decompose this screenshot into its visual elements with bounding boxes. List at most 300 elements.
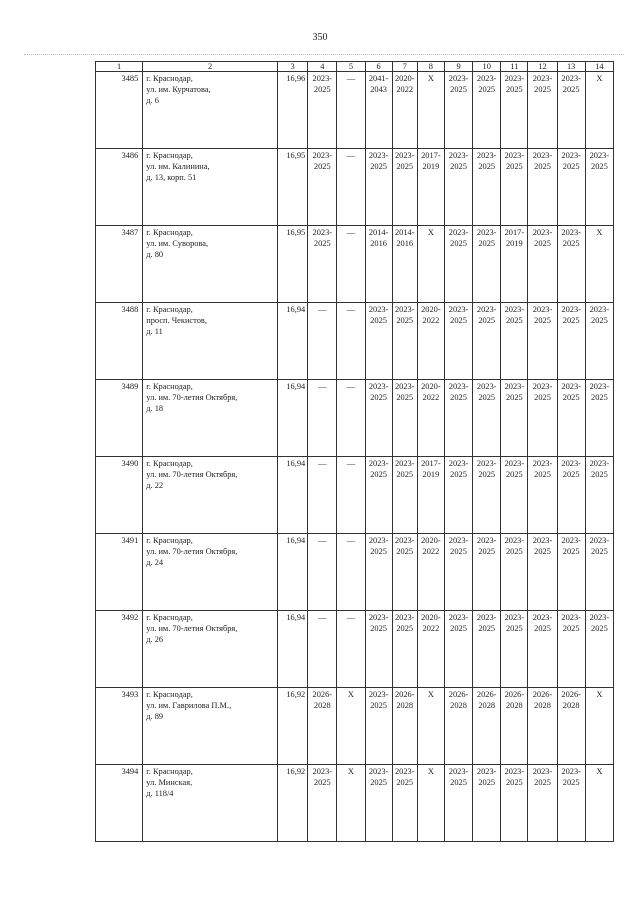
address-line: просп. Чекистов, [146,316,207,325]
period-cell [417,380,444,457]
column-number: 3 [278,62,308,72]
period-text: 2025 [505,547,523,556]
period-text: 2023- [561,767,581,776]
address-line: г. Краснодар, [146,459,193,468]
period-cell [501,765,528,842]
column-number: 13 [557,62,585,72]
table-row [96,765,614,842]
period-text: 2023- [394,767,415,776]
table-row [96,380,614,457]
period-text: 2020- [421,536,441,545]
period-text: 2023- [561,459,581,468]
period-text: 2025 [396,624,414,633]
period-cell [365,380,392,457]
period-cell [473,611,501,688]
period-cell [308,457,337,534]
period-text: 2025 [396,470,414,479]
period-text: — [346,536,356,545]
period-text: 2025 [534,393,551,402]
period-text: 2019 [422,162,440,171]
period-cell [501,226,528,303]
period-text: — [346,228,356,237]
area-cell: 16,96 [278,72,308,149]
period-text: 2023- [589,382,610,391]
period-text: 2025 [505,470,523,479]
period-cell [473,380,501,457]
address-line: г. Краснодар, [146,151,193,160]
period-text: 2023- [504,536,525,545]
table-row [96,72,614,149]
row-id: 3488 [96,303,143,380]
period-text: — [318,613,327,622]
column-number: 6 [365,62,392,72]
row-id: 3485 [96,72,143,149]
row-id: 3491 [96,534,143,611]
area-cell: 16,94 [278,457,308,534]
period-text: 2025 [591,547,608,556]
period-cell [585,149,613,226]
period-text: 2020- [421,382,441,391]
period-cell [557,457,585,534]
period-cell [557,765,585,842]
period-text: 2025 [562,85,580,94]
period-text: 2025 [478,239,496,248]
table-row [96,149,614,226]
period-cell [501,380,528,457]
period-text: 2023- [368,767,389,776]
period-text: 2023- [448,151,469,160]
row-id: 3490 [96,457,143,534]
period-cell [557,72,585,149]
period-text: 2023- [368,536,389,545]
period-text: X [347,767,354,776]
period-cell [308,226,337,303]
period-text: 2017- [421,459,441,468]
column-number: 9 [444,62,472,72]
area-cell: 16,94 [278,534,308,611]
period-text: 2023- [476,767,497,776]
period-text: 2020- [394,74,415,83]
address-line: д. 80 [146,250,164,259]
address-line: г. Краснодар, [146,690,193,699]
period-text: 2023- [532,459,553,468]
period-cell [444,226,472,303]
period-cell [557,303,585,380]
period-cell [392,72,417,149]
period-cell [444,72,472,149]
period-text: 2025 [450,393,467,402]
period-text: 2023- [368,305,389,314]
period-cell [392,149,417,226]
period-text: 2025 [562,239,580,248]
period-text: 2023- [532,536,553,545]
period-text: 2025 [505,316,523,325]
period-text: 2025 [505,162,523,171]
period-text: 2023- [312,767,333,776]
period-text: 2023- [394,305,415,314]
period-cell [501,611,528,688]
address-line: г. Краснодар, [146,613,193,622]
period-text: 2023- [561,228,581,237]
period-text: X [596,767,603,776]
address-cell [143,380,278,457]
period-cell [365,534,392,611]
period-cell [585,611,613,688]
period-text: 2025 [370,393,387,402]
period-text: 2025 [478,778,496,787]
period-text: 2025 [396,162,414,171]
period-text: 2023- [561,74,581,83]
period-cell [392,457,417,534]
period-text: 2028 [505,701,523,710]
address-cell [143,611,278,688]
period-text: 2023- [368,613,389,622]
address-line: г. Краснодар, [146,767,193,776]
period-cell [444,611,472,688]
period-text: — [318,536,327,545]
period-text: 2025 [313,162,331,171]
period-text: X [596,228,603,237]
period-text: 2022 [422,624,440,633]
period-text: 2023- [394,382,415,391]
period-cell [417,457,444,534]
address-line: д. 24 [146,558,164,567]
period-text: 2023- [312,228,333,237]
period-cell [365,72,392,149]
address-cell [143,226,278,303]
period-text: 2025 [534,316,551,325]
period-cell [337,688,365,765]
address-line: ул. им. 70-летия Октября, [146,624,238,633]
period-cell [585,765,613,842]
area-cell: 16,94 [278,380,308,457]
period-text: 2025 [562,316,580,325]
period-cell [473,149,501,226]
column-number: 11 [501,62,528,72]
period-text: 2025 [450,239,467,248]
period-cell [337,611,365,688]
period-text: — [346,459,356,468]
period-text: — [346,74,356,83]
period-text: 2028 [562,701,580,710]
period-text: 2023- [504,151,525,160]
period-cell [392,688,417,765]
period-text: 2023- [476,151,497,160]
period-text: 2023- [589,151,610,160]
column-number: 4 [308,62,337,72]
period-text: — [318,382,327,391]
column-number: 12 [528,62,557,72]
period-cell [557,534,585,611]
period-text: 2025 [313,778,331,787]
period-cell [308,72,337,149]
period-text: 2022 [422,547,440,556]
top-rule [24,54,624,55]
period-text: 2028 [534,701,551,710]
period-text: 2023- [394,151,415,160]
period-text: 2026- [504,690,525,699]
address-cell [143,72,278,149]
period-cell [365,688,392,765]
period-cell [337,534,365,611]
period-text: 2023- [589,305,610,314]
period-text: 2025 [591,316,608,325]
period-text: 2028 [396,701,414,710]
column-number: 7 [392,62,417,72]
period-text: 2014- [368,228,389,237]
period-text: 2025 [450,85,467,94]
period-text: — [346,613,356,622]
table-row [96,611,614,688]
address-line: д. 13, корп. 51 [146,173,197,182]
period-text: 2020- [421,305,441,314]
period-text: 2023- [312,151,333,160]
period-cell [308,149,337,226]
area-cell: 16,92 [278,688,308,765]
period-text: 2025 [450,624,467,633]
period-cell [365,303,392,380]
period-text: 2023- [532,613,553,622]
period-text: 2023- [504,459,525,468]
table-row [96,688,614,765]
period-text: 2019 [422,470,440,479]
period-text: 2025 [534,624,551,633]
period-text: 2025 [396,547,414,556]
period-cell [528,72,557,149]
period-text: 2023- [589,536,610,545]
period-cell [585,534,613,611]
address-cell [143,457,278,534]
period-cell [444,765,472,842]
period-cell [473,688,501,765]
period-text: 2022 [422,393,440,402]
period-cell [392,303,417,380]
period-text: 2025 [396,316,414,325]
column-number: 10 [473,62,501,72]
period-text: 2028 [478,701,496,710]
address-line: ул. им. Курчатова, [146,85,211,94]
period-cell [365,149,392,226]
period-text: 2023- [476,74,497,83]
period-text: 2041- [368,74,389,83]
period-text: 2043 [370,85,387,94]
period-text: 2023- [448,74,469,83]
period-cell [444,380,472,457]
period-cell [444,303,472,380]
period-text: 2026- [448,690,469,699]
address-line: д. 118/4 [146,789,174,798]
address-cell [143,765,278,842]
period-cell [417,303,444,380]
period-text: 2023- [368,690,389,699]
period-text: 2023- [532,74,553,83]
period-text: 2025 [591,393,608,402]
period-text: 2025 [478,470,496,479]
period-text: 2025 [478,85,496,94]
period-text: 2028 [313,701,331,710]
address-cell [143,303,278,380]
page-number: 350 [312,32,328,43]
period-cell [473,534,501,611]
period-cell [501,149,528,226]
period-text: 2025 [396,778,414,787]
period-text: 2023- [561,305,581,314]
period-text: 2023- [476,228,497,237]
period-cell [392,534,417,611]
period-cell [501,303,528,380]
period-text: 2023- [476,305,497,314]
period-text: 2025 [370,162,387,171]
period-cell [528,303,557,380]
period-text: 2023- [448,459,469,468]
period-text: 2025 [534,85,551,94]
address-line: д. 89 [146,712,164,721]
area-cell: 16,95 [278,226,308,303]
period-text: 2023- [532,382,553,391]
housing-register-table [95,61,614,842]
period-text: 2023- [476,613,497,622]
period-cell [557,611,585,688]
area-cell: 16,94 [278,611,308,688]
period-cell [585,72,613,149]
period-text: 2023- [532,151,553,160]
column-number: 2 [143,62,278,72]
period-cell [365,765,392,842]
period-text: 2023- [448,767,469,776]
period-cell [392,611,417,688]
period-text: 2023- [589,459,610,468]
period-text: — [318,459,327,468]
header-row [96,62,614,72]
period-text: 2023- [368,459,389,468]
period-text: 2023- [504,382,525,391]
period-text: X [347,690,354,699]
period-text: 2026- [394,690,415,699]
address-line: ул. им. 70-летия Октября, [146,547,238,556]
period-text: X [596,74,603,83]
period-cell [444,457,472,534]
period-text: 2023- [561,536,581,545]
period-text: 2025 [370,470,387,479]
period-text: 2025 [505,624,523,633]
period-cell [417,765,444,842]
period-cell [417,149,444,226]
area-cell: 16,94 [278,303,308,380]
address-line: д. 26 [146,635,164,644]
period-text: 2014- [394,228,415,237]
period-text: 2025 [534,239,551,248]
period-cell [473,303,501,380]
period-text: 2017- [421,151,441,160]
period-text: 2023- [448,305,469,314]
period-cell [444,534,472,611]
period-text: 2017- [504,228,525,237]
period-text: 2026- [312,690,333,699]
period-text: 2025 [505,778,523,787]
period-text: 2023- [368,151,389,160]
period-text: X [596,690,603,699]
period-text: 2022 [422,316,440,325]
period-cell [585,688,613,765]
period-cell [528,534,557,611]
period-cell [337,380,365,457]
period-cell [365,611,392,688]
period-cell [585,303,613,380]
period-cell [528,765,557,842]
period-text: 2023- [394,459,415,468]
period-cell [473,765,501,842]
address-line: г. Краснодар, [146,74,193,83]
period-text: 2023- [476,536,497,545]
period-text: 2025 [562,393,580,402]
period-text: 2023- [532,228,553,237]
period-text: 2025 [562,470,580,479]
period-text: 2023- [448,613,469,622]
period-text: 2023- [532,305,553,314]
period-text: 2023- [448,382,469,391]
period-text: 2025 [450,778,467,787]
period-cell [337,303,365,380]
period-cell [444,149,472,226]
period-cell [417,226,444,303]
period-text: 2025 [313,85,331,94]
period-text: 2023- [394,613,415,622]
period-text: 2025 [562,778,580,787]
period-cell [308,380,337,457]
row-id: 3494 [96,765,143,842]
period-text: 2025 [505,85,523,94]
period-text: 2025 [591,470,608,479]
period-cell [501,72,528,149]
period-cell [473,457,501,534]
table-row [96,226,614,303]
row-id: 3487 [96,226,143,303]
period-text: 2025 [478,316,496,325]
address-cell [143,534,278,611]
column-number: 8 [417,62,444,72]
period-text: 2016 [370,239,387,248]
period-text: 2025 [534,547,551,556]
period-cell [417,688,444,765]
period-cell [308,611,337,688]
address-line: д. 18 [146,404,164,413]
period-cell [444,688,472,765]
period-cell [585,380,613,457]
period-text: 2023- [448,536,469,545]
period-text: — [346,151,356,160]
period-text: 2026- [476,690,497,699]
period-text: X [427,74,434,83]
period-text: 2025 [450,470,467,479]
period-text: X [427,767,434,776]
column-number: 14 [585,62,613,72]
period-text: X [427,228,434,237]
period-text: 2023- [561,151,581,160]
period-text: 2025 [370,547,387,556]
period-cell [557,380,585,457]
period-text: 2023- [312,74,333,83]
period-cell [308,765,337,842]
column-number: 5 [337,62,365,72]
period-text: 2025 [562,624,580,633]
period-text: — [346,305,356,314]
period-text: 2026- [561,690,581,699]
period-cell [501,457,528,534]
period-cell [308,688,337,765]
period-text: 2025 [370,701,387,710]
period-text: 2025 [505,393,523,402]
period-text: — [346,382,356,391]
